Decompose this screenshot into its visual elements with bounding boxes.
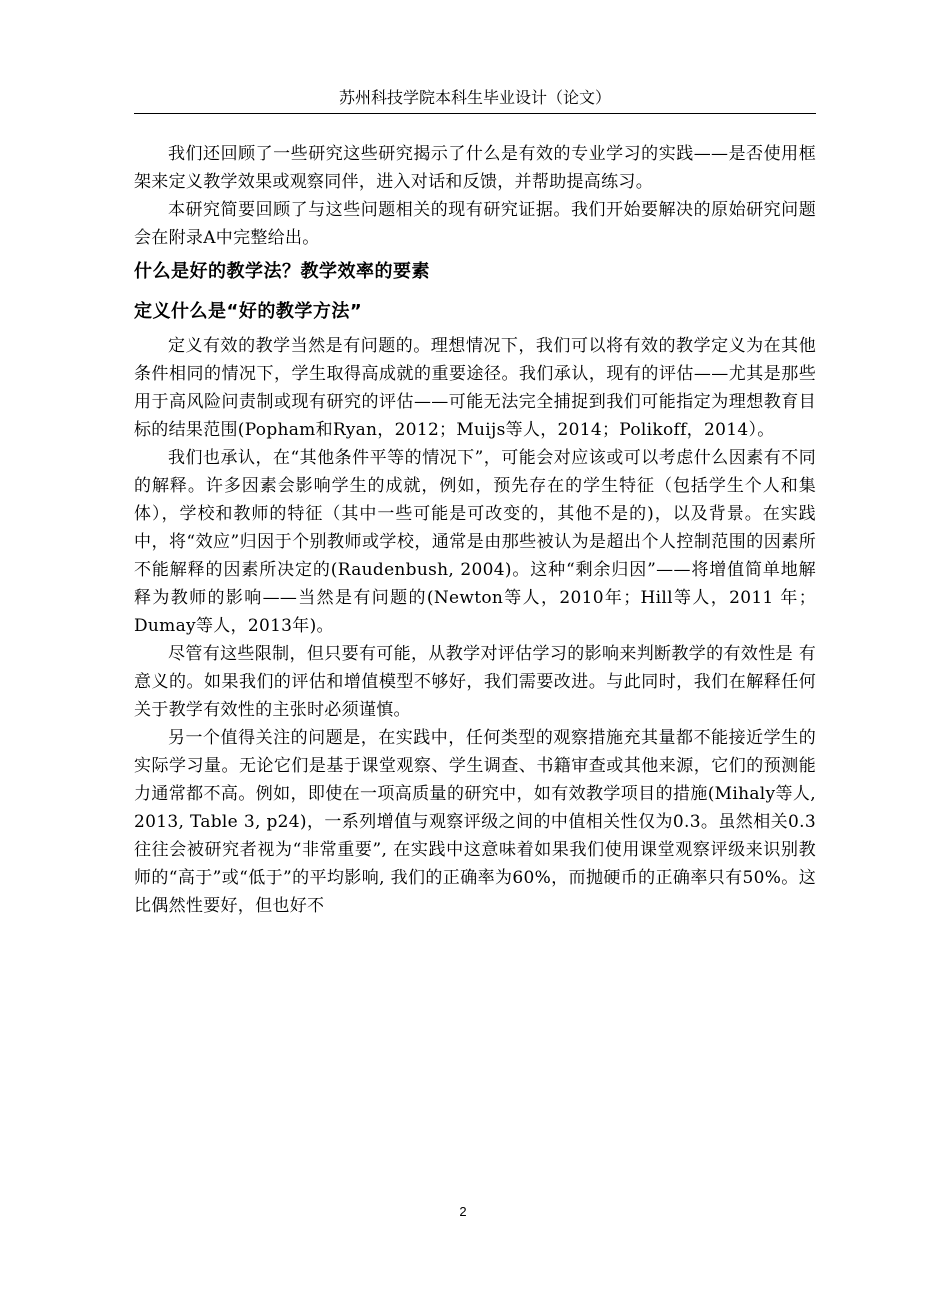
paragraph-other-conditions: 我们也承认，在“其他条件平等的情况下”，可能会对应该或可以考虑什么因素有不同的解释。许多因素会影响学生的成就，例如，预先存在的学生特征（包括学生个人和集体），学校和教师的特征（其中一些可能是可改变的，其他不是的)，以及背景。在实践中，将“效应”归因于个别教师或学校，通常是由那些被认为是超出个人控制范围的因素所不能解释的因素所决定的(Raudenbush, 2004)。这种“剩余归因”——将增值简单地解释为教师的影响——当然是有问题的(Newton等人，2010年；Hill等人，2011 年；Dumay等人，2013年)。 xyxy=(134,448,817,636)
paragraph-definition: 定义有效的教学当然是有问题的。理想情况下，我们可以将有效的教学定义为在其他条件相同的情况下，学生取得高成就的重要途径。我们承认，现有的评估——尤其是那些用于高风险问责制或现有研究的评估——可能无法完全捕捉到我们可能指定为理想教育目标的结果范围(Popham和Ryan，2012；Muijs等人，2014；Polikoff，2014）。 xyxy=(134,336,816,440)
page-header: 苏州科技学院本科生毕业设计（论文） xyxy=(134,88,816,114)
page-number: 2 xyxy=(459,1204,467,1219)
page-body xyxy=(134,140,816,920)
paragraph-review: 我们还回顾了一些研究这些研究揭示了什么是有效的专业学习的实践——是否使用框架来定义教学效果或观察同伴，进入对话和反馈，并帮助提高练习。 xyxy=(134,144,816,192)
subsection-heading: 定义什么是“好的教学方法” xyxy=(134,301,363,322)
section-heading: 什么是好的教学法？教学效率的要素 xyxy=(134,261,430,282)
paragraph-research-questions: 本研究简要回顾了与这些问题相关的现有研究证据。我们开始要解决的原始研究问题会在附录A中完整给出。 xyxy=(134,200,816,248)
paragraph-observation: 另一个值得关注的问题是，在实践中，任何类型的观察措施充其量都不能接近学生的实际学习量。无论它们是基于课堂观察、学生调查、书籍审查或其他来源，它们的预测能力通常都不高。例如，即使在一项高质量的研究中，如有效教学项目的措施(Mihaly等人, 2013, Table 3, p24)，一系列增值与观察评级之间的中值相关性仅为0.3。虽然相关0.3往往会被研究者视为“非常重要”, 在实践中这意味着如果我们使用课堂观察评级来识别教师的“高于”或“低于”的平均影响, 我们的正确率为60%，而抛硬币的正确率只有50%。这比偶然性要好，但也好不 xyxy=(134,728,816,916)
paragraph-limitations: 尽管有这些限制，但只要有可能，从教学对评估学习的影响来判断教学的有效性是 有意义的。如果我们的评估和增值模型不够好，我们需要改进。与此同时，我们在解释任何关于教学有效性的主张时必须谨慎。 xyxy=(134,644,816,720)
